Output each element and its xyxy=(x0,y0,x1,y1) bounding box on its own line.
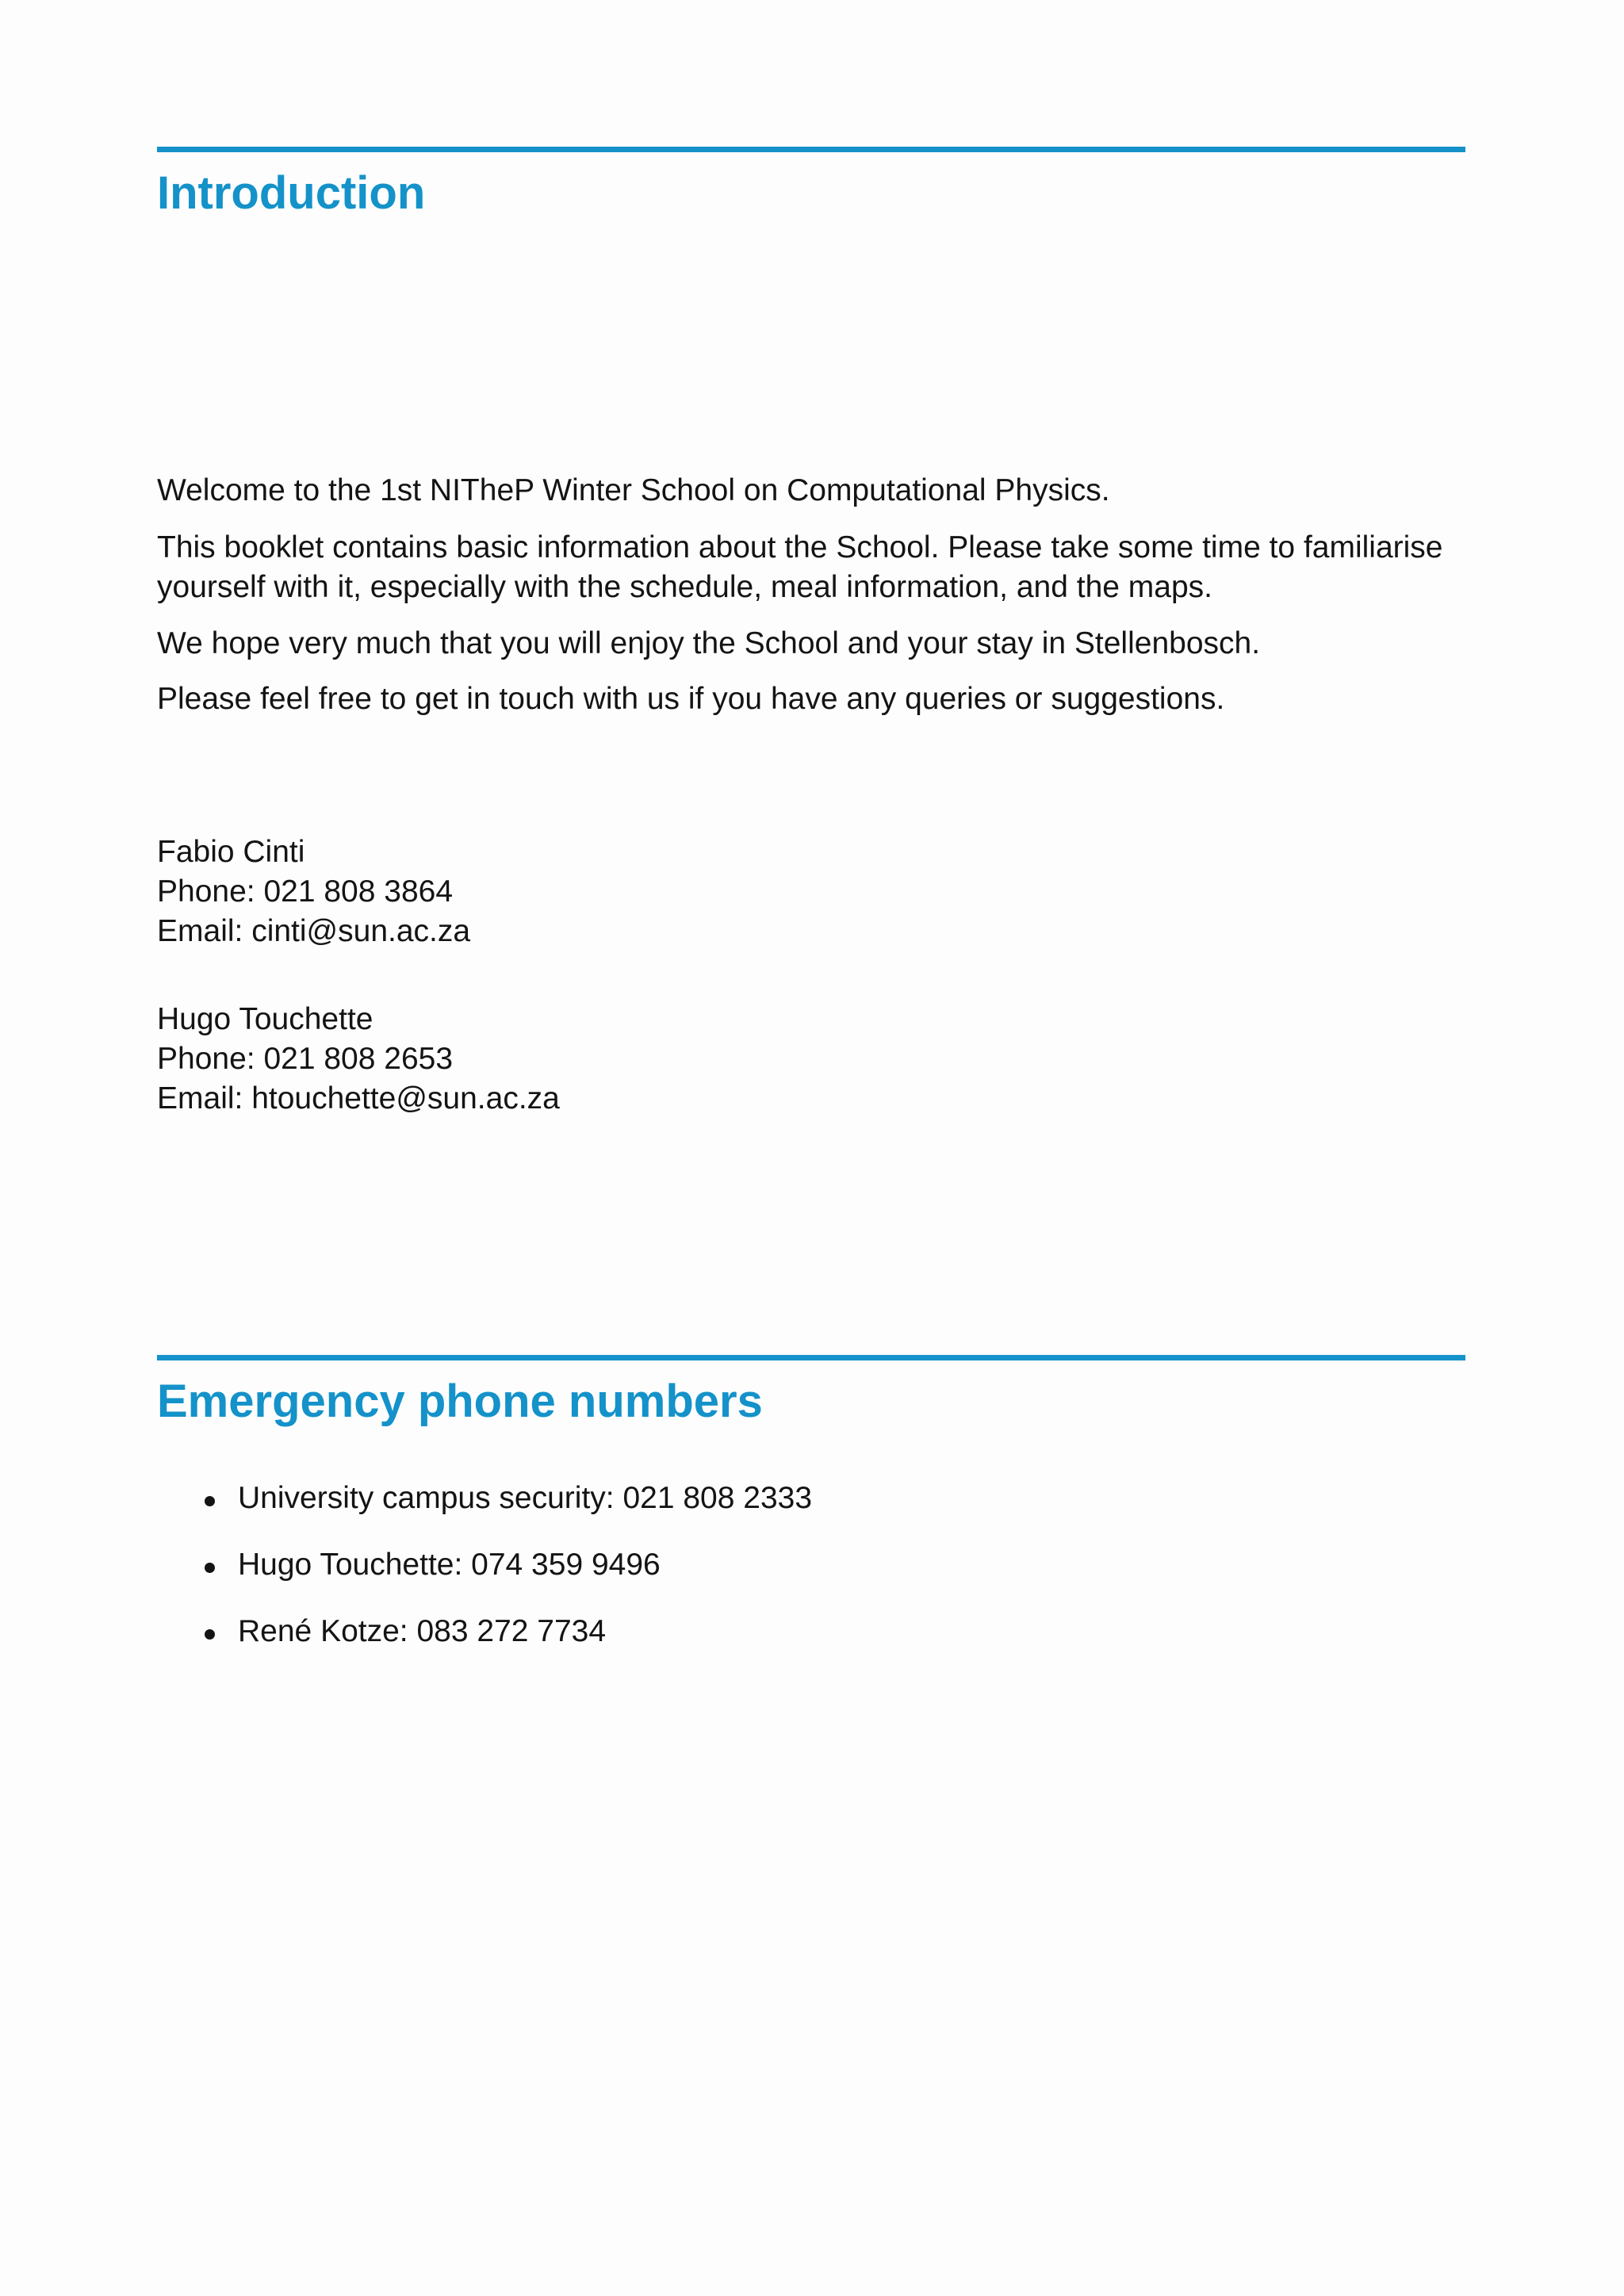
contact-phone: Phone: 021 808 3864 xyxy=(157,874,454,909)
emergency-title: Emergency phone numbers xyxy=(157,1376,763,1427)
emergency-list-item xyxy=(157,1612,812,1678)
bullet-icon xyxy=(205,1496,215,1506)
emergency-item-text: Hugo Touchette: 074 359 9496 xyxy=(238,1548,661,1582)
contact-card-hugo-touchette xyxy=(157,1000,560,1119)
contact-card-fabio-cinti xyxy=(157,832,470,951)
emergency-list-item xyxy=(157,1545,812,1612)
booklet-paragraph-line-1: This booklet contains basic information about the School. Please take some time to familiarise xyxy=(157,530,1443,564)
contact-email: Email: cinti@sun.ac.za xyxy=(157,914,471,948)
emergency-item-text: University campus security: 021 808 2333 xyxy=(238,1481,813,1515)
welcome-paragraph: Welcome to the 1st NITheP Winter School on Computational Physics. xyxy=(157,473,1110,507)
booklet-paragraph-line-2: yourself with it, especially with the schedule, meal information, and the maps. xyxy=(157,570,1212,604)
bullet-icon xyxy=(205,1563,215,1573)
emergency-item-text: René Kotze: 083 272 7734 xyxy=(238,1614,607,1648)
emergency-rule xyxy=(157,1355,1465,1360)
bullet-icon xyxy=(205,1629,215,1640)
enjoy-paragraph: We hope very much that you will enjoy the School and your stay in Stellenbosch. xyxy=(157,626,1261,660)
contact-email: Email: htouchette@sun.ac.za xyxy=(157,1081,560,1115)
emergency-list-item xyxy=(157,1479,812,1545)
introduction-title: Introduction xyxy=(157,167,426,219)
introduction-rule xyxy=(157,147,1465,152)
contact-name: Hugo Touchette xyxy=(157,1002,373,1036)
contact-name: Fabio Cinti xyxy=(157,835,305,869)
emergency-list xyxy=(157,1479,812,1678)
contact-phone: Phone: 021 808 2653 xyxy=(157,1042,454,1076)
contact-us-paragraph: Please feel free to get in touch with us if you have any queries or suggestions. xyxy=(157,682,1225,716)
